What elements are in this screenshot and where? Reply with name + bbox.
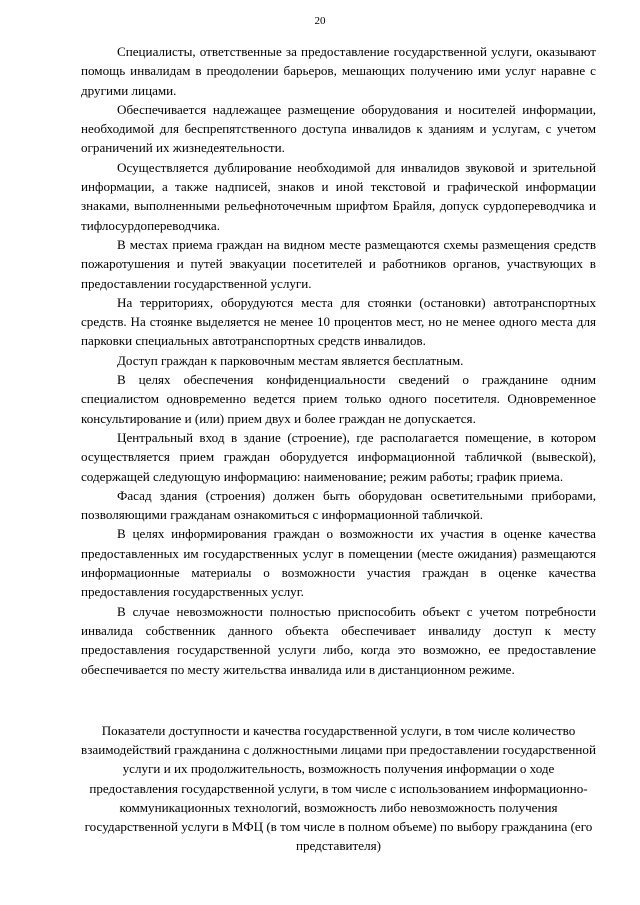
paragraph-remote-service: В случае невозможности полностью приспособить объект с учетом потребности инвалида собственник данного объекта обеспечивает инвалиду доступ к месту предоставления государственной услуги либо, когда это возможно, ее предоставление обеспечивается по месту жительства инвалида или в дистанционном режиме.	[81, 603, 596, 677]
paragraph-free-parking: Доступ граждан к парковочным местам является бесплатным.	[117, 352, 464, 368]
paragraph-braille-duplication: Осуществляется дублирование необходимой для инвалидов звуковой и зрительной информации, а также надписей, знаков и иной текстовой и графической информации знаками, выполненными рельефноточечным шрифтом Брайля, допуск сурдопереводчика и тифлосурдопереводчика.	[81, 159, 596, 233]
paragraph-entrance-signage: Центральный вход в здание (строение), где располагается помещение, в котором осуществляется прием граждан оборудуется информационной табличкой (вывеской), содержащей следующую информацию: наименование; режим работы; график приема.	[81, 429, 596, 484]
paragraph-specialists-assistance: Специалисты, ответственные за предоставление государственной услуги, оказывают помощь инвалидам в преодолении барьеров, мешающих получению ими услуг наравне с другими лицами.	[81, 44, 596, 98]
paragraph-facade-lighting: Фасад здания (строения) должен быть оборудован осветительными приборами, позволяющими гражданам ознакомиться с информационной табличкой.	[81, 487, 596, 523]
paragraph-parking-places: На территориях, оборудуются места для стоянки (остановки) автотранспортных средств. На стоянке выделяется не менее 10 процентов мест, но не менее одного места для парковки специальных автотранспортных средств инвалидов.	[81, 294, 596, 349]
paragraph-equipment-placement: Обеспечивается надлежащее размещение оборудования и носителей информации, необходимой для беспрепятственного доступа инвалидов к зданиям и услугам, с учетом ограничений их жизнедеятельности.	[81, 101, 596, 156]
section-heading: Показатели доступности и качества государственной услуги, в том числе количество взаимодействий гражданина с должностными лицами при предоставлении государственной услуги и их продолжительность, возможность получения информации о ходе предоставления государственной услуги, в том числе с использованием информационно-коммуникационных технологий, возможность либо невозможность получения государственной услуги в МФЦ (в том числе в полном объеме) по выбору гражданина (его представителя)	[81, 723, 596, 854]
paragraph-evacuation-schemes: В местах приема граждан на видном месте размещаются схемы размещения средств пожаротушения и путей эвакуации посетителей и работников органов, участвующих в предоставлении государственной услуги.	[81, 236, 596, 291]
page-number: 20	[314, 15, 326, 27]
paragraph-quality-assessment: В целях информирования граждан о возможности их участия в оценке качества предоставленных им государственных услуг в помещении (месте ожидания) размещаются информационные материалы о возможности участия граждан в оценке качества предоставления государственных услуг.	[81, 526, 596, 600]
document-body	[81, 42, 596, 679]
paragraph-confidentiality: В целях обеспечения конфиденциальности сведений о гражданине одним специалистом одновременно ведется прием только одного посетителя. Одновременное консультирование и (или) прием двух и более граждан не допускается.	[81, 372, 596, 426]
